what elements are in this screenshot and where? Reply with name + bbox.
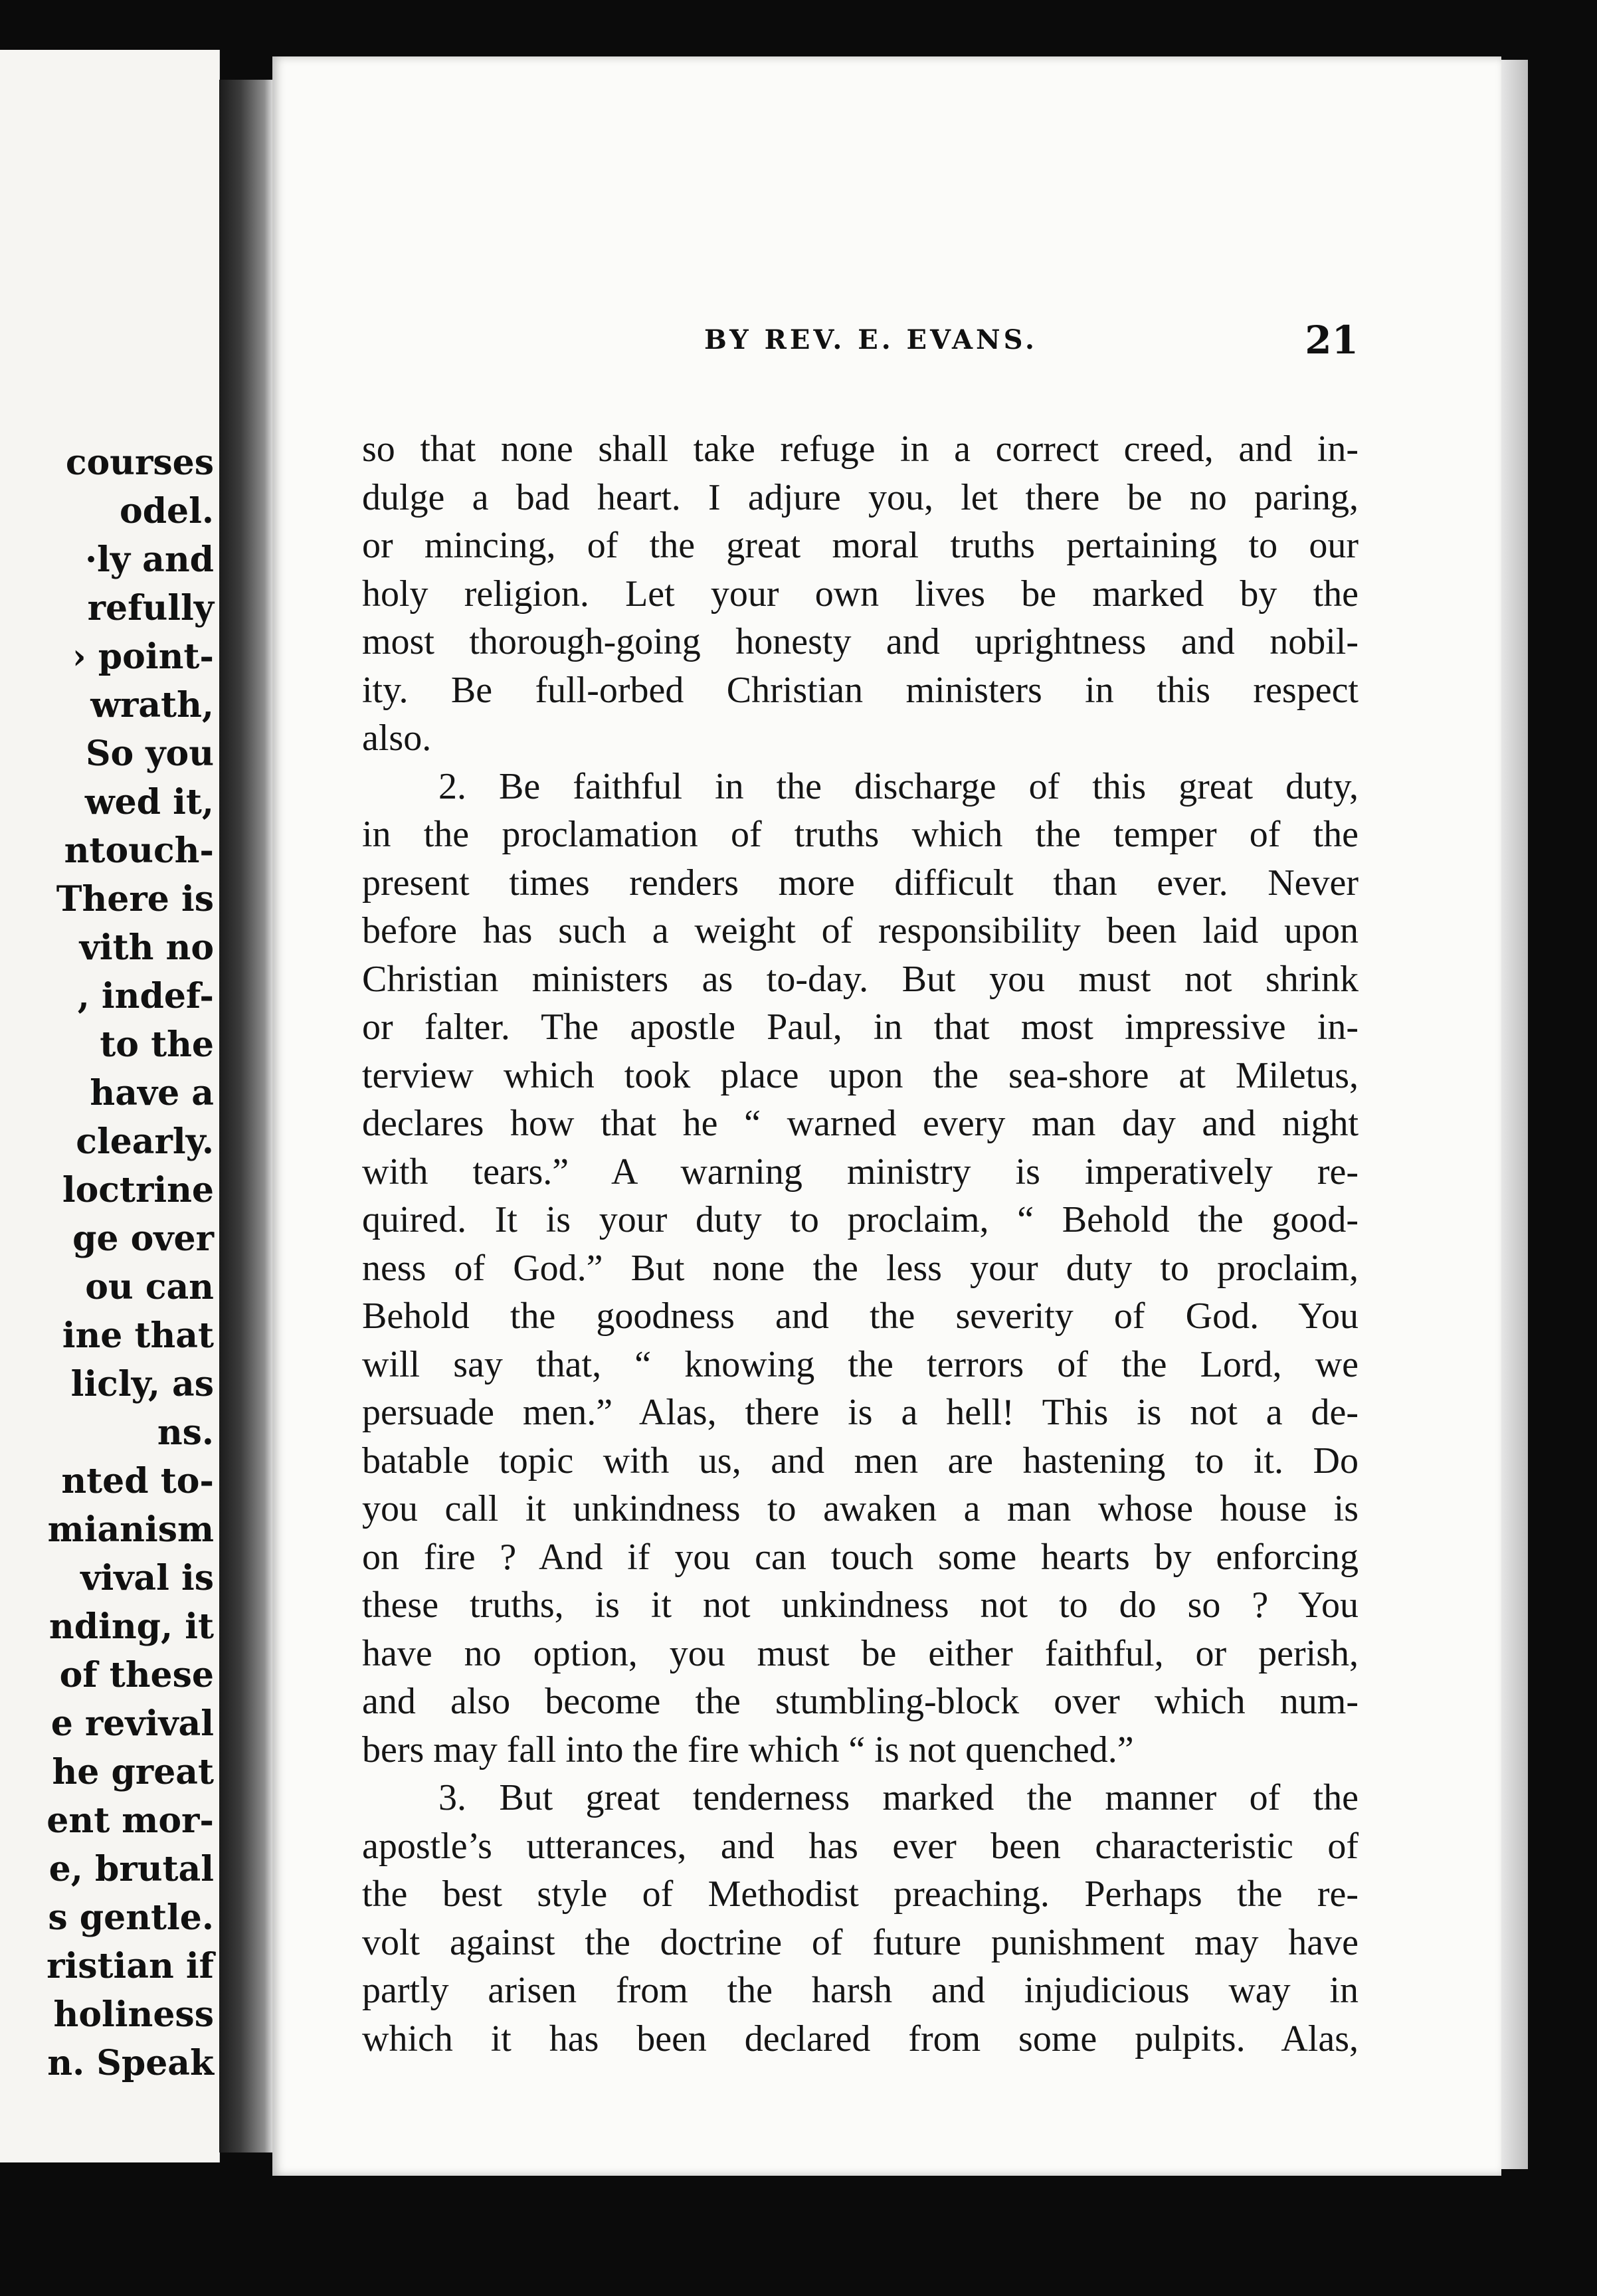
left-line: of these [59, 1655, 214, 1695]
left-line: › point- [72, 636, 214, 677]
left-page-text [0, 438, 214, 2087]
left-line: odel. [120, 491, 214, 531]
left-line: e, brutal [48, 1849, 214, 1889]
left-line: mianism [47, 1509, 214, 1550]
text-line: batable topic with us, and men are hastening to it. Do [362, 1440, 1359, 1482]
left-line: to the [100, 1024, 214, 1065]
text-line: you call it unkindness to awaken a man whose house is [362, 1488, 1359, 1529]
text-line: bers may fall into the fire which “ is not quenched.” [362, 1729, 1134, 1770]
left-line: ns. [157, 1412, 214, 1453]
text-line: before has such a weight of responsibility been laid upon [362, 910, 1359, 951]
left-line: s gentle. [48, 1897, 214, 1938]
left-page [0, 50, 220, 2162]
left-line: vival is [80, 1558, 214, 1598]
left-line: vith no [79, 927, 214, 968]
text-line: which it has been declared from some pulpits. Alas, [362, 2018, 1359, 2059]
text-line: or falter. The apostle Paul, in that most impressive in- [362, 1006, 1359, 1048]
text-line: these truths, is it not unkindness not to do so ? You [362, 1584, 1359, 1626]
left-line: ·ly and [84, 539, 214, 580]
text-line: with tears.” A warning ministry is imperatively re- [362, 1151, 1359, 1193]
text-line: so that none shall take refuge in a correct creed, and in- [362, 429, 1359, 470]
left-line: wrath, [90, 685, 214, 725]
left-line: loctrine [62, 1170, 214, 1210]
left-line: ine that [62, 1315, 214, 1356]
text-line: apostle’s utterances, and has ever been characteristic of [362, 1825, 1359, 1867]
text-line: the best style of Methodist preaching. Perhaps the re- [362, 1873, 1359, 1915]
text-line: most thorough-going honesty and uprightness and nobil- [362, 621, 1359, 662]
text-line: also. [362, 718, 432, 759]
page-header [704, 318, 1359, 377]
text-line: 2. Be faithful in the discharge of this great duty, [438, 765, 1359, 807]
left-line: ge over [72, 1218, 214, 1259]
left-line: , indef- [77, 976, 214, 1016]
left-line: nted to- [61, 1461, 214, 1501]
left-line: licly, as [70, 1364, 214, 1404]
left-line: courses [65, 442, 214, 483]
left-line: ou can [85, 1267, 214, 1307]
left-line: refully [87, 588, 214, 628]
text-line: declares how that he “ warned every man day and night [362, 1103, 1359, 1144]
page-number: 21 [1305, 318, 1359, 363]
text-line: in the proclamation of truths which the temper of the [362, 814, 1359, 855]
text-line: ity. Be full-orbed Christian ministers in this respect [362, 669, 1359, 711]
text-line: Behold the goodness and the severity of God. You [362, 1295, 1359, 1337]
body-text [362, 425, 1359, 2063]
left-line: There is [56, 879, 214, 919]
left-line: clearly. [76, 1121, 214, 1162]
left-line: wed it, [84, 782, 214, 822]
left-line: So you [85, 733, 214, 774]
left-line: he great [52, 1752, 214, 1792]
text-line: and also become the stumbling-block over which num- [362, 1681, 1359, 1722]
text-line: will say that, “ knowing the terrors of the Lord, we [362, 1343, 1359, 1385]
running-head: BY REV. E. EVANS. [704, 324, 1038, 355]
text-line: have no option, you must be either faithful, or perish, [362, 1632, 1359, 1674]
text-line: or mincing, of the great moral truths pertaining to our [362, 525, 1359, 566]
text-line: partly arisen from the harsh and injudicious way in [362, 1970, 1359, 2011]
left-line: nding, it [48, 1606, 214, 1647]
text-line: present times renders more difficult than ever. Never [362, 862, 1359, 904]
text-line: quired. It is your duty to proclaim, “ Behold the good- [362, 1199, 1359, 1240]
left-line: have a [90, 1073, 214, 1113]
text-line: ness of God.” But none the less your duty to proclaim, [362, 1247, 1359, 1289]
text-line: Christian ministers as to-day. But you must not shrink [362, 958, 1359, 1000]
text-line: dulge a bad heart. I adjure you, let there be no paring, [362, 476, 1359, 518]
book-gutter [219, 80, 272, 2152]
left-line: ristian if [47, 1946, 214, 1986]
text-line: 3. But great tenderness marked the manner of the [438, 1777, 1359, 1818]
text-line: terview which took place upon the sea-shore at Miletus, [362, 1054, 1359, 1096]
left-line: n. Speak [47, 2043, 214, 2083]
left-line: e revival [50, 1703, 214, 1744]
text-line: on fire ? And if you can touch some hearts by enforcing [362, 1536, 1359, 1578]
text-line: persuade men.” Alas, there is a hell! This is not a de- [362, 1392, 1359, 1433]
left-line: ntouch- [64, 830, 214, 871]
page-edge [1501, 60, 1528, 2169]
text-line: volt against the doctrine of future punishment may have [362, 1921, 1359, 1963]
left-line: holiness [53, 1994, 214, 2035]
text-line: holy religion. Let your own lives be marked by the [362, 573, 1359, 615]
left-line: ent mor- [47, 1800, 214, 1841]
